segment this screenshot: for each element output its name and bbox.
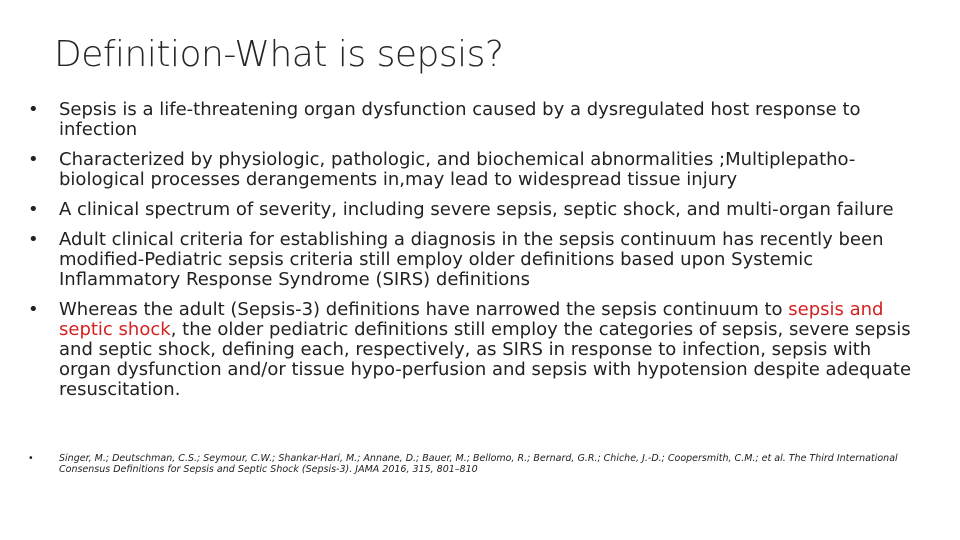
bullet-item [28, 150, 928, 190]
bullet-text: Characterized by physiologic, pathologic, and biochemical abnormalities ;Multiplepatho-biological processes derangements in,may lead to widespread tissue injury [59, 149, 856, 190]
bullet-item [28, 100, 928, 140]
bullet-icon: • [28, 453, 34, 464]
bullet-icon: • [28, 299, 39, 320]
bullet-item [28, 200, 928, 220]
bullet-text: A clinical spectrum of severity, including severe sepsis, septic shock, and multi-organ failure [59, 199, 894, 220]
highlighted-text: sepsis and septic shock [59, 299, 884, 340]
bullet-text-after: , the older pediatric definitions still employ the categories of sepsis, severe sepsis and septic shock, defining each, respectively, as SIRS in response to infection, sepsis with organ dysfunction and/or tissue hypo-perfusion and sepsis with hypotension despite adequate resuscitation. [59, 319, 912, 400]
bullet-list [28, 100, 928, 410]
bullet-item [28, 230, 928, 290]
bullet-text-before: Whereas the adult (Sepsis-3) definitions have narrowed the sepsis continuum to [59, 299, 789, 320]
bullet-text: Adult clinical criteria for establishing a diagnosis in the sepsis continuum has recently been modified-Pediatric sepsis criteria still employ older definitions based upon Systemic Inflammatory Response Syndrome (SIRS) definitions [59, 229, 884, 290]
bullet-icon: • [28, 99, 39, 120]
slide-title: Definition-What is sepsis? [54, 34, 504, 75]
bullet-item [28, 300, 928, 400]
bullet-icon: • [28, 199, 39, 220]
bullet-icon: • [28, 149, 39, 170]
bullet-icon: • [28, 229, 39, 250]
bullet-text: Sepsis is a life-threatening organ dysfunction caused by a dysregulated host response to infection [59, 99, 861, 140]
reference-text: Singer, M.; Deutschman, C.S.; Seymour, C.W.; Shankar-Hari, M.; Annane, D.; Bauer, M.; Bellomo, R.; Bernard, G.R.; Chiche, J.-D.; Coopersmith, C.M.; et al. The Third International Consensus Definitions for Sepsis and Septic Shock (Sepsis-3). JAMA 2016, 315, 801–810 [59, 453, 898, 475]
reference-footnote [28, 453, 928, 475]
